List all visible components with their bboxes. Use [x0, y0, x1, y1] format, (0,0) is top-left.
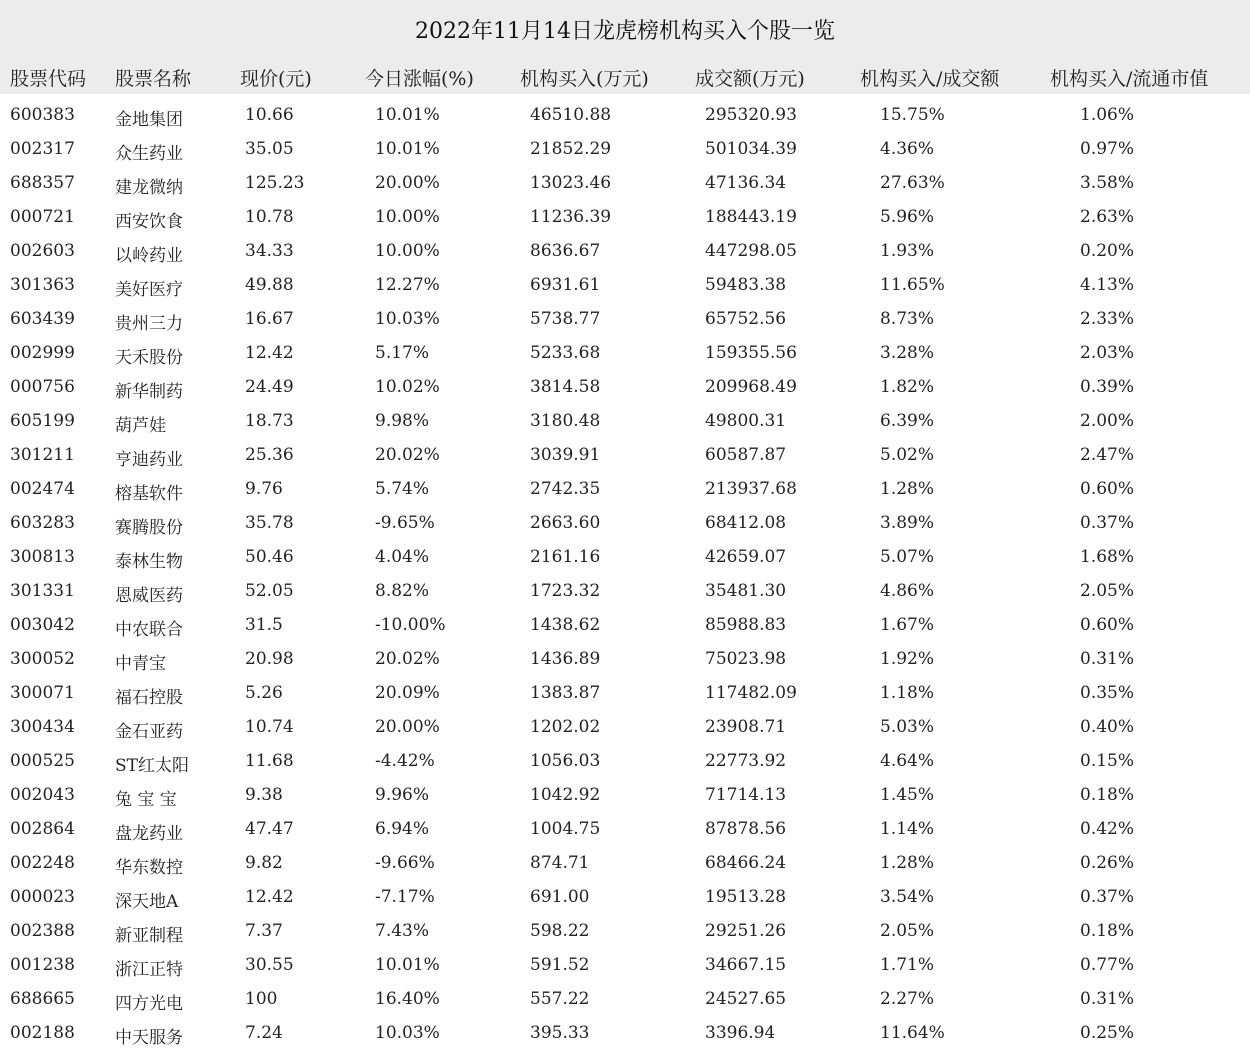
cell-buy-float-ratio: 1.68%: [1080, 547, 1135, 567]
cell-name: 金石亚药: [115, 722, 183, 742]
cell-change: 9.96%: [375, 785, 430, 805]
table-row: [0, 950, 1250, 984]
cell-buy-turnover-ratio: 4.64%: [880, 751, 935, 771]
cell-change: 5.17%: [375, 343, 430, 363]
table-row: [0, 440, 1250, 474]
cell-price: 47.47: [245, 819, 294, 839]
cell-name: 华东数控: [115, 858, 183, 878]
cell-turnover: 19513.28: [705, 887, 787, 907]
cell-name: 以岭药业: [115, 246, 183, 266]
cell-price: 12.42: [245, 343, 294, 363]
cell-change: 10.03%: [375, 309, 440, 329]
cell-inst-buy: 1436.89: [530, 649, 601, 669]
table-row: [0, 542, 1250, 576]
data-table-body: [0, 100, 1250, 1052]
cell-change: 9.98%: [375, 411, 430, 431]
cell-price: 49.88: [245, 275, 294, 295]
cell-turnover: 29251.26: [705, 921, 787, 941]
cell-code: 600383: [10, 105, 75, 125]
cell-buy-float-ratio: 0.26%: [1080, 853, 1135, 873]
cell-buy-float-ratio: 0.77%: [1080, 955, 1135, 975]
cell-code: 002864: [10, 819, 75, 839]
cell-inst-buy: 1042.92: [530, 785, 601, 805]
cell-name: 四方光电: [115, 994, 183, 1014]
cell-turnover: 22773.92: [705, 751, 787, 771]
cell-price: 9.38: [245, 785, 283, 805]
cell-inst-buy: 591.52: [530, 955, 590, 975]
cell-turnover: 65752.56: [705, 309, 787, 329]
cell-price: 25.36: [245, 445, 294, 465]
column-header-price: 现价(元): [240, 68, 312, 90]
cell-buy-turnover-ratio: 3.54%: [880, 887, 935, 907]
cell-name: 众生药业: [115, 144, 183, 164]
cell-buy-float-ratio: 0.20%: [1080, 241, 1135, 261]
cell-price: 30.55: [245, 955, 294, 975]
cell-buy-float-ratio: 0.60%: [1080, 615, 1135, 635]
cell-change: 8.82%: [375, 581, 430, 601]
cell-name: 榕基软件: [115, 484, 183, 504]
table-row: [0, 984, 1250, 1018]
cell-name: 贵州三力: [115, 314, 183, 334]
cell-turnover: 295320.93: [705, 105, 797, 125]
cell-inst-buy: 1004.75: [530, 819, 601, 839]
cell-name: ST红太阳: [115, 756, 189, 776]
cell-price: 20.98: [245, 649, 294, 669]
cell-buy-turnover-ratio: 3.28%: [880, 343, 935, 363]
table-row: [0, 100, 1250, 134]
table-row: [0, 202, 1250, 236]
cell-price: 24.49: [245, 377, 294, 397]
cell-buy-turnover-ratio: 1.45%: [880, 785, 935, 805]
cell-name: 西安饮食: [115, 212, 183, 232]
cell-turnover: 68412.08: [705, 513, 787, 533]
cell-buy-float-ratio: 0.37%: [1080, 887, 1135, 907]
cell-change: 6.94%: [375, 819, 430, 839]
cell-buy-turnover-ratio: 1.71%: [880, 955, 935, 975]
cell-turnover: 47136.34: [705, 173, 787, 193]
cell-inst-buy: 1383.87: [530, 683, 601, 703]
cell-name: 新亚制程: [115, 926, 183, 946]
cell-inst-buy: 691.00: [530, 887, 590, 907]
cell-change: 16.40%: [375, 989, 440, 1009]
cell-inst-buy: 1723.32: [530, 581, 601, 601]
cell-name: 福石控股: [115, 688, 183, 708]
cell-turnover: 188443.19: [705, 207, 797, 227]
cell-turnover: 68466.24: [705, 853, 787, 873]
cell-code: 000756: [10, 377, 75, 397]
cell-buy-turnover-ratio: 5.96%: [880, 207, 935, 227]
cell-turnover: 117482.09: [705, 683, 797, 703]
table-row: [0, 270, 1250, 304]
cell-code: 002043: [10, 785, 75, 805]
cell-price: 50.46: [245, 547, 294, 567]
cell-change: -7.17%: [375, 887, 435, 907]
cell-price: 9.82: [245, 853, 283, 873]
table-row: [0, 644, 1250, 678]
cell-inst-buy: 6931.61: [530, 275, 601, 295]
cell-buy-float-ratio: 2.33%: [1080, 309, 1135, 329]
cell-inst-buy: 21852.29: [530, 139, 612, 159]
cell-turnover: 85988.83: [705, 615, 787, 635]
cell-buy-float-ratio: 2.03%: [1080, 343, 1135, 363]
cell-code: 002388: [10, 921, 75, 941]
cell-inst-buy: 3039.91: [530, 445, 601, 465]
cell-turnover: 60587.87: [705, 445, 787, 465]
column-header-buy-float-ratio: 机构买入/流通市值: [1050, 68, 1209, 90]
table-row: [0, 372, 1250, 406]
cell-buy-float-ratio: 0.18%: [1080, 785, 1135, 805]
cell-turnover: 447298.05: [705, 241, 797, 261]
cell-code: 688357: [10, 173, 75, 193]
cell-code: 002317: [10, 139, 75, 159]
cell-code: 301211: [10, 445, 75, 465]
cell-price: 9.76: [245, 479, 283, 499]
cell-change: 20.02%: [375, 649, 440, 669]
cell-change: 12.27%: [375, 275, 440, 295]
table-row: [0, 474, 1250, 508]
cell-code: 003042: [10, 615, 75, 635]
cell-price: 7.24: [245, 1023, 283, 1043]
cell-buy-float-ratio: 0.31%: [1080, 649, 1135, 669]
cell-buy-float-ratio: 1.06%: [1080, 105, 1135, 125]
table-row: [0, 134, 1250, 168]
cell-code: 000023: [10, 887, 75, 907]
cell-buy-turnover-ratio: 1.82%: [880, 377, 935, 397]
cell-buy-float-ratio: 0.60%: [1080, 479, 1135, 499]
cell-inst-buy: 1202.02: [530, 717, 601, 737]
cell-code: 300052: [10, 649, 75, 669]
cell-price: 35.05: [245, 139, 294, 159]
cell-change: 20.00%: [375, 173, 440, 193]
table-row: [0, 168, 1250, 202]
table-row: [0, 746, 1250, 780]
cell-code: 000525: [10, 751, 75, 771]
cell-price: 100: [245, 989, 278, 1009]
table-row: [0, 304, 1250, 338]
cell-turnover: 24527.65: [705, 989, 787, 1009]
cell-turnover: 209968.49: [705, 377, 797, 397]
cell-buy-float-ratio: 2.00%: [1080, 411, 1135, 431]
cell-name: 美好医疗: [115, 280, 183, 300]
cell-buy-float-ratio: 2.47%: [1080, 445, 1135, 465]
cell-inst-buy: 13023.46: [530, 173, 612, 193]
cell-turnover: 34667.15: [705, 955, 787, 975]
cell-turnover: 59483.38: [705, 275, 787, 295]
column-header-code: 股票代码: [10, 68, 87, 90]
cell-code: 301363: [10, 275, 75, 295]
table-row: [0, 814, 1250, 848]
cell-inst-buy: 5233.68: [530, 343, 601, 363]
cell-buy-turnover-ratio: 1.67%: [880, 615, 935, 635]
cell-buy-turnover-ratio: 11.65%: [880, 275, 945, 295]
cell-buy-turnover-ratio: 15.75%: [880, 105, 945, 125]
cell-name: 中天服务: [115, 1028, 183, 1048]
table-row: [0, 780, 1250, 814]
cell-price: 11.68: [245, 751, 294, 771]
cell-inst-buy: 8636.67: [530, 241, 601, 261]
cell-price: 10.78: [245, 207, 294, 227]
cell-change: 4.04%: [375, 547, 430, 567]
cell-buy-float-ratio: 0.15%: [1080, 751, 1135, 771]
cell-inst-buy: 557.22: [530, 989, 590, 1009]
cell-inst-buy: 395.33: [530, 1023, 590, 1043]
cell-code: 002248: [10, 853, 75, 873]
cell-change: 10.01%: [375, 139, 440, 159]
cell-code: 002474: [10, 479, 75, 499]
cell-price: 10.74: [245, 717, 294, 737]
cell-turnover: 35481.30: [705, 581, 787, 601]
cell-inst-buy: 2742.35: [530, 479, 601, 499]
cell-buy-turnover-ratio: 1.14%: [880, 819, 935, 839]
cell-price: 7.37: [245, 921, 283, 941]
cell-inst-buy: 3814.58: [530, 377, 601, 397]
cell-name: 天禾股份: [115, 348, 183, 368]
cell-change: 20.09%: [375, 683, 440, 703]
cell-code: 002999: [10, 343, 75, 363]
cell-name: 金地集团: [115, 110, 183, 130]
cell-buy-turnover-ratio: 1.28%: [880, 853, 935, 873]
table-row: [0, 610, 1250, 644]
cell-buy-float-ratio: 4.13%: [1080, 275, 1135, 295]
cell-inst-buy: 598.22: [530, 921, 590, 941]
cell-code: 300071: [10, 683, 75, 703]
table-row: [0, 406, 1250, 440]
cell-name: 兔 宝 宝: [115, 790, 177, 810]
cell-buy-float-ratio: 0.31%: [1080, 989, 1135, 1009]
cell-change: 10.01%: [375, 105, 440, 125]
table-row: [0, 712, 1250, 746]
cell-change: -9.66%: [375, 853, 435, 873]
cell-name: 深天地A: [115, 892, 179, 912]
cell-change: 10.00%: [375, 241, 440, 261]
table-row: [0, 678, 1250, 712]
cell-buy-float-ratio: 0.39%: [1080, 377, 1135, 397]
cell-code: 001238: [10, 955, 75, 975]
cell-buy-turnover-ratio: 1.93%: [880, 241, 935, 261]
cell-turnover: 71714.13: [705, 785, 787, 805]
cell-code: 603283: [10, 513, 75, 533]
cell-buy-turnover-ratio: 27.63%: [880, 173, 945, 193]
cell-turnover: 75023.98: [705, 649, 787, 669]
cell-buy-float-ratio: 0.42%: [1080, 819, 1135, 839]
cell-change: 10.00%: [375, 207, 440, 227]
cell-buy-float-ratio: 0.25%: [1080, 1023, 1135, 1043]
table-row: [0, 338, 1250, 372]
cell-turnover: 23908.71: [705, 717, 787, 737]
cell-inst-buy: 5738.77: [530, 309, 601, 329]
cell-change: -10.00%: [375, 615, 446, 635]
cell-change: 10.02%: [375, 377, 440, 397]
cell-buy-float-ratio: 0.18%: [1080, 921, 1135, 941]
cell-buy-float-ratio: 3.58%: [1080, 173, 1135, 193]
cell-change: 5.74%: [375, 479, 430, 499]
cell-inst-buy: 874.71: [530, 853, 590, 873]
cell-change: -4.42%: [375, 751, 435, 771]
cell-price: 52.05: [245, 581, 294, 601]
column-header-change: 今日涨幅(%): [365, 68, 474, 90]
cell-turnover: 3396.94: [705, 1023, 776, 1043]
cell-turnover: 42659.07: [705, 547, 787, 567]
cell-change: 10.03%: [375, 1023, 440, 1043]
cell-buy-float-ratio: 0.37%: [1080, 513, 1135, 533]
cell-price: 31.5: [245, 615, 283, 635]
cell-buy-turnover-ratio: 3.89%: [880, 513, 935, 533]
cell-price: 34.33: [245, 241, 294, 261]
cell-buy-turnover-ratio: 4.36%: [880, 139, 935, 159]
cell-price: 35.78: [245, 513, 294, 533]
cell-buy-turnover-ratio: 1.18%: [880, 683, 935, 703]
cell-turnover: 213937.68: [705, 479, 797, 499]
cell-price: 5.26: [245, 683, 283, 703]
cell-turnover: 87878.56: [705, 819, 787, 839]
table-row: [0, 882, 1250, 916]
cell-code: 300434: [10, 717, 75, 737]
cell-code: 605199: [10, 411, 75, 431]
cell-buy-turnover-ratio: 5.07%: [880, 547, 935, 567]
cell-name: 赛腾股份: [115, 518, 183, 538]
cell-inst-buy: 46510.88: [530, 105, 612, 125]
cell-inst-buy: 2161.16: [530, 547, 601, 567]
cell-buy-turnover-ratio: 2.27%: [880, 989, 935, 1009]
cell-inst-buy: 3180.48: [530, 411, 601, 431]
cell-inst-buy: 1438.62: [530, 615, 601, 635]
cell-change: 20.02%: [375, 445, 440, 465]
cell-change: 20.00%: [375, 717, 440, 737]
cell-name: 新华制药: [115, 382, 183, 402]
table-row: [0, 508, 1250, 542]
cell-name: 恩威医药: [115, 586, 183, 606]
table-row: [0, 1018, 1250, 1052]
cell-buy-float-ratio: 2.05%: [1080, 581, 1135, 601]
cell-change: 7.43%: [375, 921, 430, 941]
table-row: [0, 576, 1250, 610]
cell-buy-turnover-ratio: 11.64%: [880, 1023, 945, 1043]
cell-price: 10.66: [245, 105, 294, 125]
cell-price: 125.23: [245, 173, 305, 193]
cell-code: 301331: [10, 581, 75, 601]
cell-buy-turnover-ratio: 4.86%: [880, 581, 935, 601]
cell-turnover: 501034.39: [705, 139, 797, 159]
cell-price: 12.42: [245, 887, 294, 907]
cell-buy-float-ratio: 0.97%: [1080, 139, 1135, 159]
cell-inst-buy: 2663.60: [530, 513, 601, 533]
cell-buy-float-ratio: 2.63%: [1080, 207, 1135, 227]
cell-name: 泰林生物: [115, 552, 183, 572]
cell-name: 建龙微纳: [115, 178, 183, 198]
table-row: [0, 848, 1250, 882]
cell-buy-turnover-ratio: 5.02%: [880, 445, 935, 465]
cell-name: 亨迪药业: [115, 450, 183, 470]
cell-price: 18.73: [245, 411, 294, 431]
cell-name: 浙江正特: [115, 960, 183, 980]
page-title: 2022年11月14日龙虎榜机构买入个股一览: [415, 19, 835, 44]
cell-price: 16.67: [245, 309, 294, 329]
cell-buy-float-ratio: 0.35%: [1080, 683, 1135, 703]
column-header-name: 股票名称: [115, 68, 192, 90]
cell-code: 688665: [10, 989, 75, 1009]
cell-turnover: 159355.56: [705, 343, 797, 363]
cell-turnover: 49800.31: [705, 411, 787, 431]
cell-inst-buy: 11236.39: [530, 207, 612, 227]
cell-buy-turnover-ratio: 5.03%: [880, 717, 935, 737]
cell-buy-turnover-ratio: 1.28%: [880, 479, 935, 499]
cell-code: 002188: [10, 1023, 75, 1043]
cell-name: 葫芦娃: [115, 416, 166, 436]
cell-buy-turnover-ratio: 2.05%: [880, 921, 935, 941]
cell-name: 盘龙药业: [115, 824, 183, 844]
column-header-buy-turnover-ratio: 机构买入/成交额: [860, 68, 1000, 90]
cell-buy-turnover-ratio: 6.39%: [880, 411, 935, 431]
cell-inst-buy: 1056.03: [530, 751, 601, 771]
cell-code: 603439: [10, 309, 75, 329]
table-row: [0, 236, 1250, 270]
cell-change: -9.65%: [375, 513, 435, 533]
cell-name: 中农联合: [115, 620, 183, 640]
cell-code: 002603: [10, 241, 75, 261]
cell-buy-turnover-ratio: 1.92%: [880, 649, 935, 669]
table-row: [0, 916, 1250, 950]
cell-change: 10.01%: [375, 955, 440, 975]
cell-name: 中青宝: [115, 654, 166, 674]
column-header-turnover: 成交额(万元): [695, 68, 805, 90]
cell-buy-float-ratio: 0.40%: [1080, 717, 1135, 737]
cell-code: 300813: [10, 547, 75, 567]
cell-buy-turnover-ratio: 8.73%: [880, 309, 935, 329]
cell-code: 000721: [10, 207, 75, 227]
column-header-inst-buy: 机构买入(万元): [520, 68, 649, 90]
